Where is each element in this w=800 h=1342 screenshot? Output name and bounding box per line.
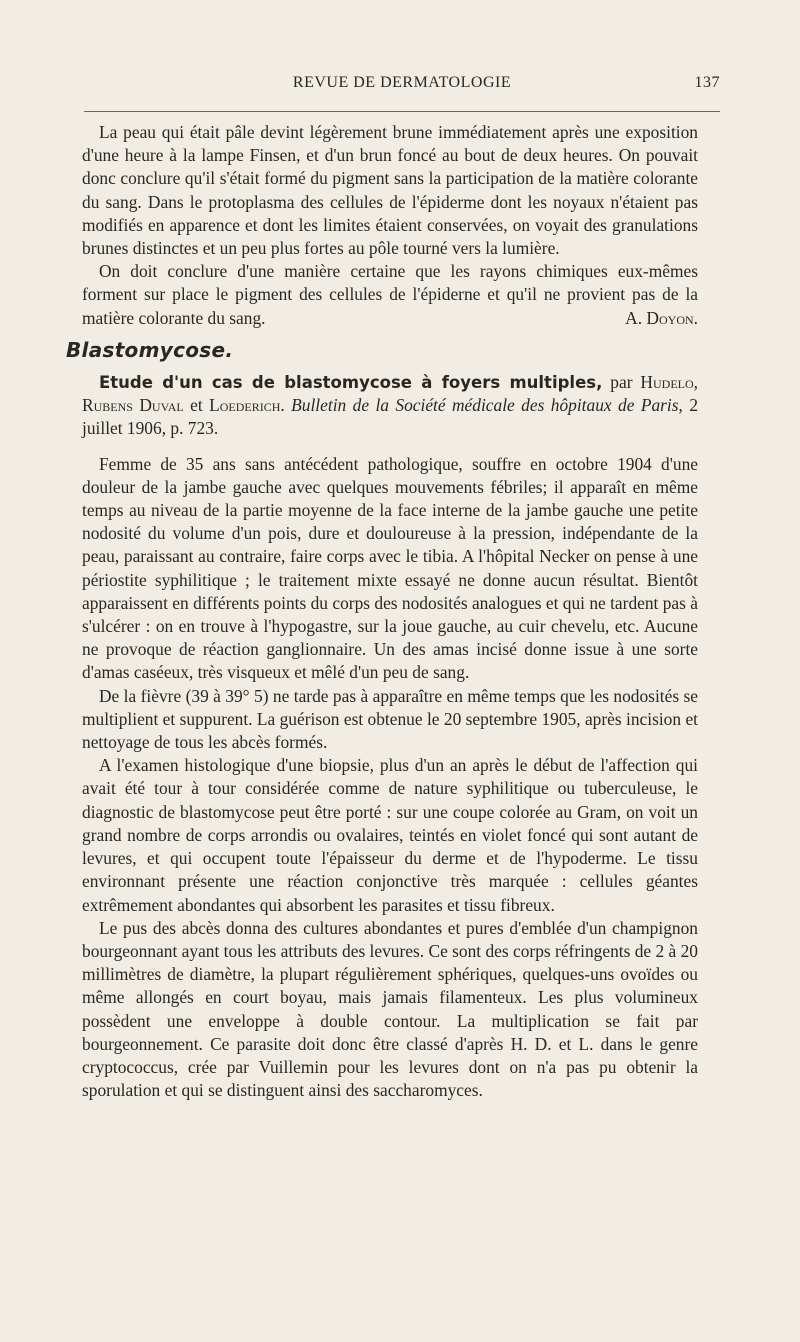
paragraph-main-1: Femme de 35 ans sans antécédent pathologique, souffre en octobre 1904 d'une douleur de la jambe gauche avec quelques mouvements fébriles; il apparaît en même temps au niveau de la partie moyenne de la face interne de la jambe gauche une petite nodosité du volume d'un pois, dure et douloureuse à la pression, indépendante de la peau, paraissant au contraire, faire corps avec le tibia. A l'hôpital Necker on pense à une périostite syphilitique ; le traitement mixte essayé ne donne aucun résultat. Bientôt apparaissent en différents points du corps des nodosités analogues et qui ne tardent pas à s'ulcérer : on en trouve à l'hypogastre, sur la joue gauche, au cuir chevelu, etc. Aucune ne provoque de réaction ganglionnaire. Un des amas incisé donne issue à une sorte d'amas caséeux, très visqueux et mêlé d'un peu de sang.	[82, 453, 698, 683]
reference-title: Etude d'un cas de blastomycose à foyers multiples,	[99, 373, 603, 393]
reference-author-2: Rubens Duval	[82, 395, 184, 416]
paragraph-intro-2	[82, 260, 698, 330]
article-body	[66, 121, 699, 1102]
reference-and: et	[190, 395, 203, 416]
reference-date: 2 juillet 1906, p. 723.	[82, 395, 699, 439]
paragraph-main-3: A l'examen histologique d'une biopsie, plus d'un an après le début de l'affection qui avait été tour à tour considérée comme de nature syphilitique ou tuberculeuse, le diagnostic de blastomycose peut être porté : sur une coupe colorée au Gram, on voit un grand nombre de corps arrondis ou ovalaires, teintés en violet foncé qui sont autant de levures, et qui occupent toute l'épaisseur du derme et de l'hypoderme. Le tissu environnant présente une réaction conjonctive très marquée : cellules géantes extrêmement abondantes qui absorbent les parasites et tissu fibreux.	[82, 755, 698, 915]
reference-author-1: Hudelo,	[640, 372, 698, 393]
journal-title: REVUE DE DERMATOLOGIE	[292, 74, 512, 91]
page-number: 137	[694, 74, 720, 91]
running-head	[84, 74, 720, 96]
paragraph-main-2: De la fièvre (39 à 39° 5) ne tarde pas à apparaître en même temps que les nodosités se multiplient et suppurent. La guérison est obtenue le 20 septembre 1905, après incision et nettoyage de tous les abcès formés.	[82, 685, 698, 753]
reference-author-3: Loederich.	[209, 395, 285, 416]
section-title: Blastomycose.	[66, 337, 234, 362]
reference-citation	[82, 371, 698, 441]
reference-by: par	[610, 372, 633, 393]
author-signature: A. Doyon.	[625, 307, 698, 328]
paragraph-main-4: Le pus des abcès donna des cultures abondantes et pures d'emblée d'un champignon bourgeonnant ayant tous les attributs des levures. Ce sont des corps réfringents de 2 à 20 millimètres de diamètre, la plupart régulièrement sphériques, quelques-uns ovoïdes ou même allongés en court boyau, mais jamais filamenteux. Les plus volumineux possèdent une enveloppe à double contour. La multiplication se fait par bourgeonnement. Ce parasite doit donc être classé d'après H. D. et L. dans le genre cryptococcus, crée par Vuillemin pour les levures dont on n'a pas pu obtenir la sporulation et qui se distinguent ainsi des saccharomyces.	[82, 917, 698, 1101]
paragraph-intro-1: La peau qui était pâle devint légèrement brune immédiatement après une exposition d'une heure à la lampe Finsen, et d'un brun foncé au bout de deux heures. On pouvait donc conclure qu'il s'était formé du pigment sans la participation de la matière colorante du sang. Dans le protoplasma des cellules de l'épiderme dont les noyaux n'étaient pas modifiés en apparence et dont les limites étaient conservées, on voyait des granulations brunes distinctes et un peu plus fortes au pôle tourné vers la lumière.	[82, 122, 698, 259]
reference-journal: Bulletin de la Société médicale des hôpitaux de Paris,	[291, 395, 683, 416]
header-rule	[84, 111, 720, 112]
paragraph-intro-2-text: On doit conclure d'une manière certaine que les rayons chimiques eux-mêmes forment sur place le pigment des cellules de l'épiderne et qu'il ne provient pas de la matière colorante du sang.	[82, 261, 698, 328]
